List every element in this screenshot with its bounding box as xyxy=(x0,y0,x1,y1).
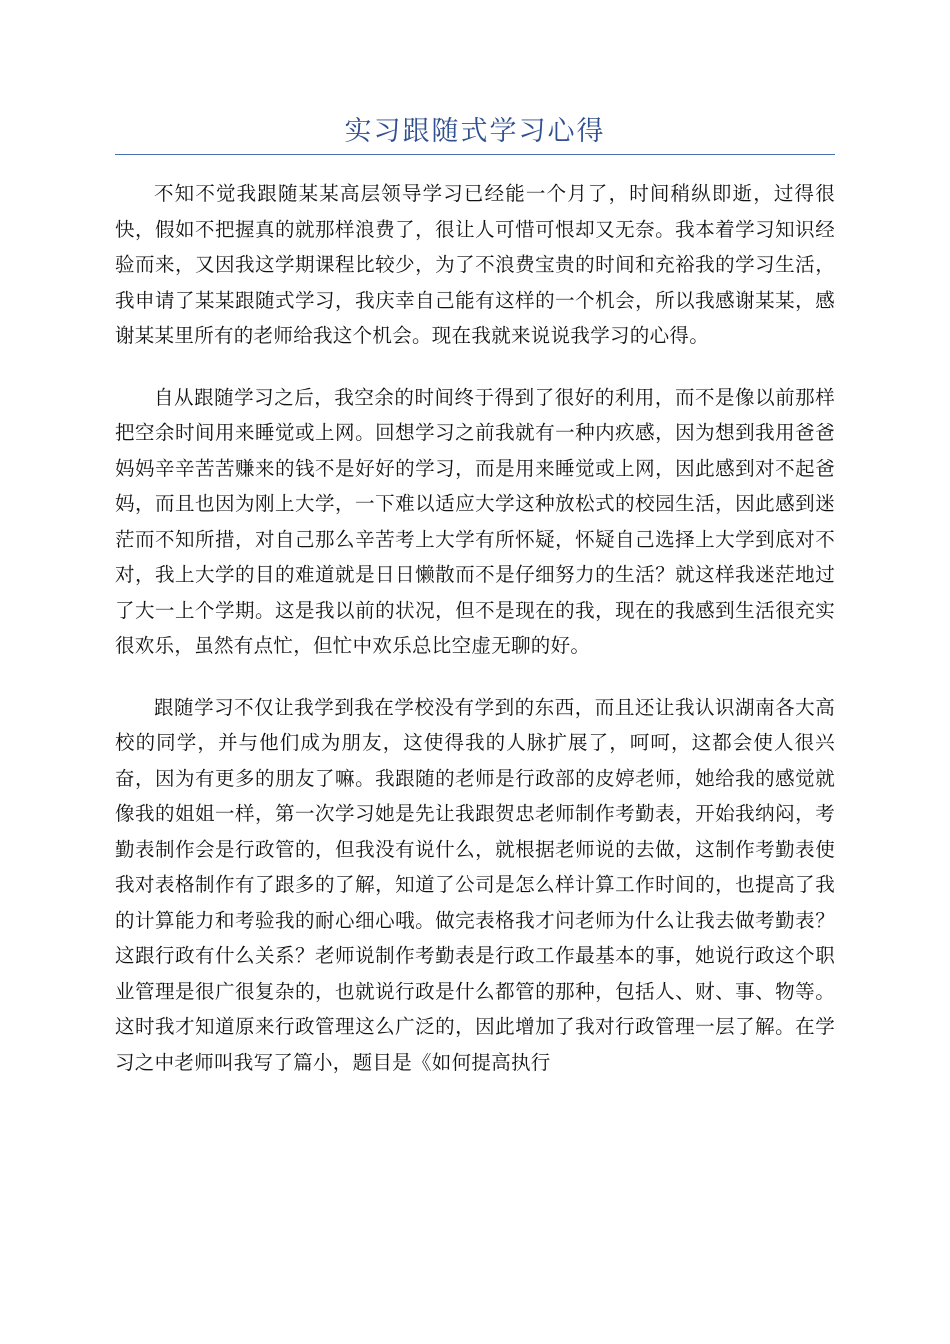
title-underline xyxy=(115,154,835,155)
paragraph: 不知不觉我跟随某某高层领导学习已经能一个月了，时间稍纵即逝，过得很快，假如不把握真的就那样浪费了，很让人可惜可恨却又无奈。我本着学习知识经验而来，又因我这学期课程比较少，为了不浪费宝贵的时间和充裕我的学习生活，我申请了某某跟随式学习，我庆幸自己能有这样的一个机会，所以我感谢某某，感谢某某里所有的老师给我这个机会。现在我就来说说我学习的心得。 xyxy=(115,182,835,347)
paragraph: 自从跟随学习之后，我空余的时间终于得到了很好的利用，而不是像以前那样把空余时间用来睡觉或上网。回想学习之前我就有一种内疚感，因为想到我用爸爸妈妈辛辛苦苦赚来的钱不是好好的学习，而是用来睡觉或上网，因此感到对不起爸妈，而且也因为刚上大学，一下难以适应大学这种放松式的校园生活，因此感到迷茫而不知所措，对自己那么辛苦考上大学有所怀疑，怀疑自己选择上大学到底对不对，我上大学的目的难道就是日日懒散而不是仔细努力的生活？就这样我迷茫地过了大一上个学期。这是我以前的状况，但不是现在的我，现在的我感到生活很充实很欢乐，虽然有点忙，但忙中欢乐总比空虚无聊的好。 xyxy=(115,385,835,657)
title-block xyxy=(115,112,835,152)
document-body xyxy=(115,176,835,1106)
paragraph: 跟随学习不仅让我学到我在学校没有学到的东西，而且还让我认识湖南各大高校的同学，并与他们成为朋友，这使得我的人脉扩展了，呵呵，这都会使人很兴奋，因为有更多的朋友了嘛。我跟随的老师是行政部的皮婷老师，她给我的感觉就像我的姐姐一样，第一次学习她是先让我跟贺忠老师制作考勤表，开始我纳闷，考勤表制作会是行政管的，但我没有说什么，就根据老师说的去做，这制作考勤表使我对表格制作有了跟多的了解，知道了公司是怎么样计算工作时间的，也提高了我的计算能力和考验我的耐心细心哦。做完表格我才问老师为什么让我去做考勤表？这跟行政有什么关系？老师说制作考勤表是行政工作最基本的事，她说行政这个职业管理是很广很复杂的，也就说行政是什么都管的那种，包括人、财、事、物等。这时我才知道原来行政管理这么广泛的，因此增加了我对行政管理一层了解。在学习之中老师叫我写了篇小，题目是《如何提高执行 xyxy=(115,695,835,1074)
document-title: 实习跟随式学习心得 xyxy=(344,116,606,147)
